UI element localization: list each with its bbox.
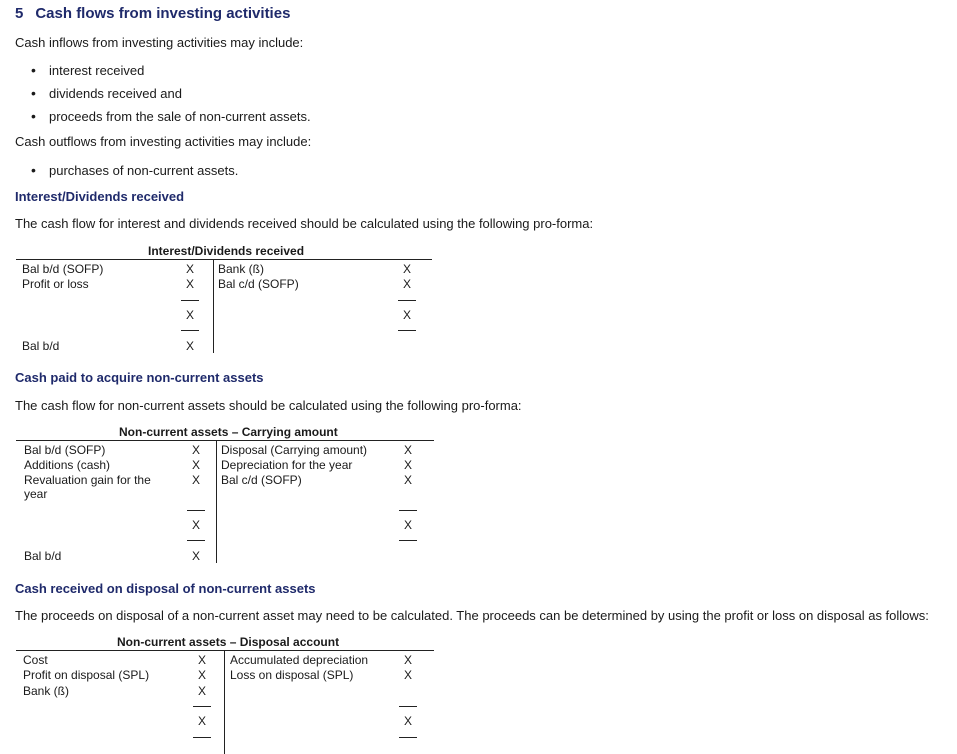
total-rule	[193, 737, 211, 738]
credit-entry: Loss on disposal (SPL)	[230, 668, 354, 682]
debit-entry: Bank (ß)	[23, 684, 70, 698]
credit-entry: Bank (ß)	[218, 262, 265, 276]
bal-value: X	[192, 549, 201, 563]
total-right: X	[404, 518, 413, 532]
credit-entry: Accumulated depreciation	[230, 653, 369, 667]
t-account-divider	[213, 259, 214, 353]
debit-entry: Bal b/d (SOFP)	[22, 262, 104, 276]
total-rule	[187, 510, 205, 511]
credit-entry: Bal c/d (SOFP)	[221, 473, 302, 487]
total-rule	[398, 300, 416, 301]
credit-entry: Depreciation for the year	[221, 458, 353, 472]
bal-value: X	[186, 339, 195, 353]
t-account-top-rule	[16, 440, 434, 441]
total-rule	[399, 737, 417, 738]
disposal-heading: Cash received on disposal of non-current assets	[15, 581, 316, 596]
debit-entry: year	[24, 487, 48, 501]
t-account-title: Non-current assets – Disposal account	[117, 635, 340, 649]
t-account-title: Interest/Dividends received	[148, 244, 305, 258]
disposal-text: The proceeds on disposal of a non-current asset may need to be calculated. The proceeds can be determined by using the profit or loss on disposal as follows:	[15, 608, 929, 623]
bal-label: Bal b/d	[24, 549, 62, 563]
credit-entry: Bal c/d (SOFP)	[218, 277, 299, 291]
debit-value: X	[186, 262, 195, 276]
total-rule	[193, 706, 211, 707]
debit-value: X	[186, 277, 195, 291]
debit-entry: Profit or loss	[22, 277, 89, 291]
interest-heading: Interest/Dividends received	[15, 189, 185, 204]
total-rule	[398, 330, 416, 331]
total-rule	[181, 300, 199, 301]
section-heading	[15, 5, 290, 22]
debit-entry: Revaluation gain for the	[24, 473, 151, 487]
section-title: Cash flows from investing activities	[35, 5, 291, 22]
total-left: X	[186, 308, 195, 322]
total-left: X	[198, 714, 207, 728]
credit-value: X	[404, 443, 413, 457]
total-rule	[187, 540, 205, 541]
credit-value: X	[404, 473, 413, 487]
list-item: • proceeds from the sale of non-current assets.	[31, 108, 311, 124]
list-item: • interest received	[31, 62, 145, 78]
t-account-divider	[224, 650, 225, 754]
credit-value: X	[404, 668, 413, 682]
t-account-divider	[216, 440, 217, 563]
list-item: • purchases of non-current assets.	[31, 162, 239, 178]
credit-entry: Disposal (Carrying amount)	[221, 443, 368, 457]
credit-value: X	[404, 458, 413, 472]
t-account-top-rule	[16, 259, 432, 260]
debit-value: X	[192, 443, 201, 457]
total-rule	[181, 330, 199, 331]
debit-value: X	[198, 668, 207, 682]
credit-value: X	[403, 277, 412, 291]
credit-value: X	[403, 262, 412, 276]
list-item: • dividends received and	[31, 85, 182, 101]
debit-value: X	[198, 684, 207, 698]
total-rule	[399, 706, 417, 707]
total-rule	[399, 540, 417, 541]
outflows-intro: Cash outflows from investing activities may include:	[15, 134, 312, 149]
nca-text: The cash flow for non-current assets should be calculated using the following pro-forma:	[15, 398, 522, 413]
debit-value: X	[198, 653, 207, 667]
inflows-intro: Cash inflows from investing activities may include:	[15, 35, 304, 50]
debit-value: X	[192, 473, 201, 487]
total-rule	[399, 510, 417, 511]
debit-value: X	[192, 458, 201, 472]
debit-entry: Cost	[23, 653, 48, 667]
nca-heading: Cash paid to acquire non-current assets	[15, 370, 264, 385]
total-right: X	[404, 714, 413, 728]
t-account-title: Non-current assets – Carrying amount	[119, 425, 338, 439]
debit-entry: Profit on disposal (SPL)	[23, 668, 150, 682]
bal-label: Bal b/d	[22, 339, 60, 353]
interest-text: The cash flow for interest and dividends received should be calculated using the following pro-forma:	[15, 216, 594, 231]
debit-entry: Bal b/d (SOFP)	[24, 443, 106, 457]
t-account-top-rule	[16, 650, 434, 651]
total-left: X	[192, 518, 201, 532]
section-number: 5	[15, 5, 24, 22]
debit-entry: Additions (cash)	[24, 458, 111, 472]
total-right: X	[403, 308, 412, 322]
credit-value: X	[404, 653, 413, 667]
